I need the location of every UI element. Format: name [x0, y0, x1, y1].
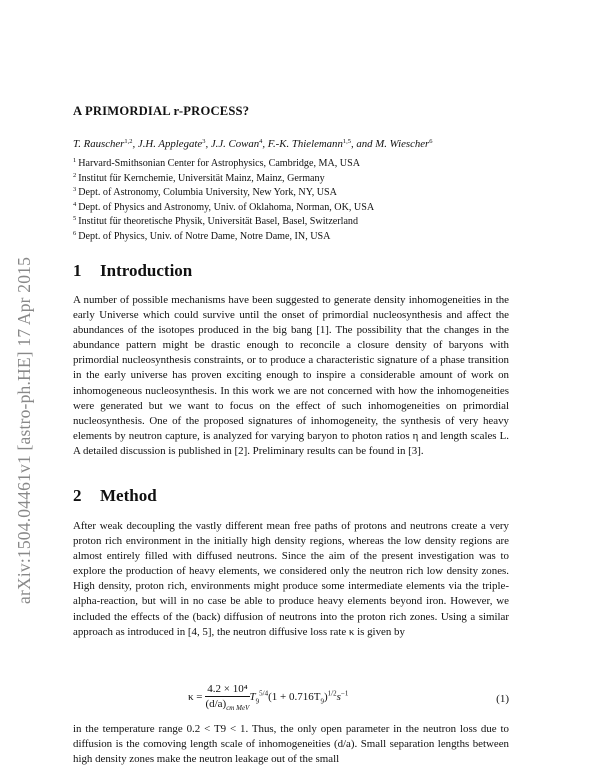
author: T. Rauscher$^{1,2}$, [73, 138, 138, 150]
equation-fraction: $\frac{\text{4.2 × 10⁴}}{(d/a)_{cm MeV}}$ [205, 683, 250, 713]
author: J.J. Cowan$^4$, [210, 138, 268, 150]
equation-1 [73, 683, 509, 719]
equation-body: κ = $\frac{\text{4.2 × 10⁴}}{(d/a)_{cm MeV}}$ $T_9^{5/4}(1 + 0.716T_9)^{1/2}s^{-1}$ [188, 683, 349, 713]
equation-number: (1) [496, 693, 509, 705]
affiliation-list [73, 154, 374, 242]
affiliation: $^2$ Institut für Kernchemie, Universität Mainz, Mainz, Germany [73, 171, 325, 184]
author: M. Wiescher$^6$ [375, 138, 433, 150]
affiliation: $^5$ Institut für theoretische Physik, Universität Basel, Basel, Switzerland [73, 215, 359, 228]
method-paragraph-continued: in the temperature range 0.2 < T9 < 1. Thus, the only open parameter in the neutron loss due to diffusion is the comoving length scale of inhomogeneities (d/a). Small separation lengths between high density zones make the neutron leakage out of the small [73, 723, 509, 766]
section-heading-method: 2 Method [73, 486, 157, 505]
author-list [73, 138, 513, 150]
author: F.-K. Thielemann$^{1,5}$, and [267, 138, 376, 150]
affiliation: $^4$ Dept. of Physics and Astronomy, Univ. of Oklahoma, Norman, OK, USA [73, 200, 375, 213]
affiliation: $^3$ Dept. of Astronomy, Columbia University, New York, NY, USA [73, 186, 337, 199]
section-heading-introduction: 1 Introduction [73, 261, 193, 280]
paper-title: A PRIMORDIAL r-PROCESS? [73, 104, 250, 118]
affiliation: $^1$ Harvard-Smithsonian Center for Astrophysics, Cambridge, MA, USA [73, 157, 360, 169]
affiliation: $^6$ Dept. of Physics, Univ. of Notre Dame, Notre Dame, IN, USA [73, 229, 331, 242]
author: J.H. Applegate$^3$, [137, 138, 211, 150]
method-paragraph: After weak decoupling the vastly different mean free paths of protons and neutrons create a very proton rich environment in the initially high density regions, whereas the low density regions are almost entirely filled with diffused neutrons. Since the aim of the present investigation was to explore the production of heavy elements, we considered only the neutron rich low density zones. High density, proton rich, environments might produce some intermediate elements via the triple-alpha-reaction, but will in no case be able to produce heavy elements beyond iron. However, we included the effects of the (back) diffusion of neutrons into the proton rich zones. Using a similar approach as introduced in [4, 5], the neutron diffusive loss rate κ is given by [73, 520, 509, 638]
introduction-paragraph: A number of possible mechanisms have been suggested to generate density inhomogeneities in the early Universe which could survive until the onset of primordial nucleosynthesis and affect the abundances of the isotopes produced in the big bang [1]. The possibility that the changes in the abundance pattern might be drastic enough to reconcile a closure density of baryons with primordial nucleosynthesis constraints, or to produce a characteristic signature of a phase transition in the early universe has proven exciting enough to inspire a considerable amount of work on inhomogeneous nucleosynthesis. In this work we are not concerned with how the inhomogeneities were generated but we want to focus on the effect of such inhomogeneities on primordial nucleosynthesis. One of the proposed signatures of inhomogeneity, the synthesis of very heavy elements by neutron capture, is analyzed for varying baryon to photon ratios η and length scales L. A detailed discussion is published in [2]. Preliminary results can be found in [3]. [73, 294, 509, 457]
arxiv-identifier: arXiv:1504.04461v1 [astro-ph.HE] 17 Apr 2015 [14, 256, 34, 604]
